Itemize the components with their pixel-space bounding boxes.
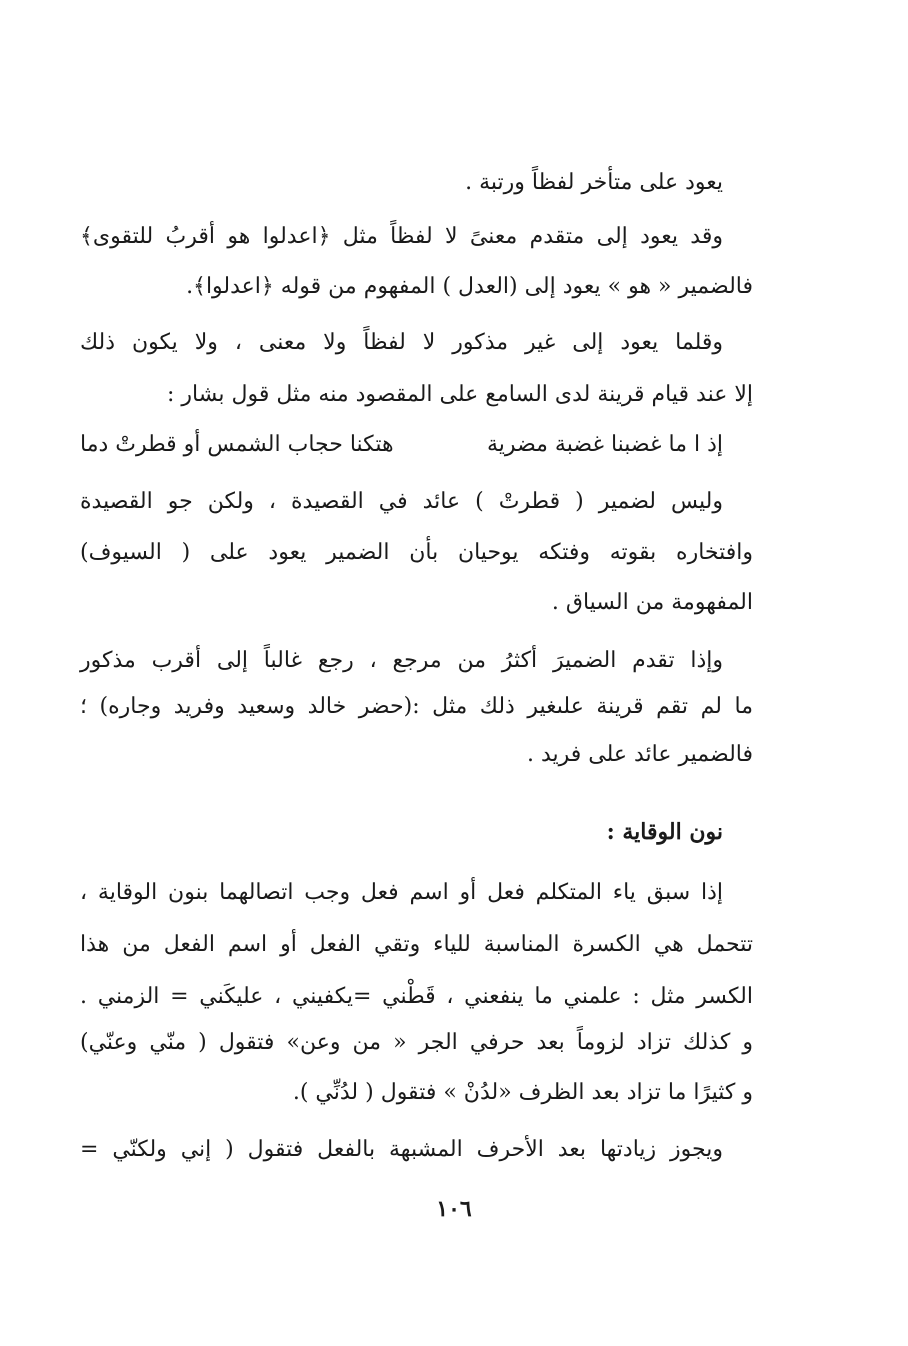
text-line: ما لم تقم قرينة علىغير ذلك مثل :(حضر خالد وسعيد وفريد وجاره) ؛: [80, 694, 753, 719]
text-line: ويجوز زيادتها بعد الأحرف المشبهة بالفعل فتقول ( إني ولكنّي =: [80, 1137, 723, 1162]
text-line: و كذلك تزاد لزوماً بعد حرفي الجر « من وعن» فتقول ( منّي وعنّي): [80, 1030, 753, 1055]
text-line: وليس لضمير ( قطرتْ ) عائد في القصيدة ، ولكن جو القصيدة: [80, 489, 723, 514]
text-line: و كثيرًا ما تزاد بعد الظرف «لدُنْ » فتقول ( لدُنِّي ).: [292, 1080, 753, 1105]
text-line: وافتخاره بقوته وفتكه يوحيان بأن الضمير يعود على ( السيوف): [80, 540, 753, 565]
text-line: يعود على متأخر لفظاً ورتبة .: [465, 170, 723, 195]
text-line: تتحمل هي الكسرة المناسبة للياء وتقي الفعل أو اسم الفعل من هذا: [80, 932, 753, 957]
text-line: إذا سبق ياء المتكلم فعل أو اسم فعل وجب اتصالهما بنون الوقاية ،: [80, 880, 723, 905]
verse-second-hemistich: هتكنا حجاب الشمس أو قطرتْ دما: [80, 432, 394, 457]
verse-first-hemistich: إذ ا ما غضبنا غضبة مضرية: [487, 432, 723, 457]
page-number: ١٠٦: [436, 1196, 472, 1222]
text-line: وقد يعود إلى متقدم معنىً لا لفظاً مثل ﴿اعدلوا هو أقربُ للتقوى﴾: [80, 224, 723, 249]
text-line: فالضمير عائد على فريد .: [526, 742, 753, 767]
text-line: الكسر مثل : علمني ما ينفعني ، قَطْني =يكفيني ، عليكَني = الزمني .: [80, 984, 753, 1009]
text-line: إلا عند قيام قرينة لدى السامع على المقصود منه مثل قول بشار :: [167, 382, 753, 407]
text-line: فالضمير « هو » يعود إلى (العدل ) المفهوم من قوله ﴿اعدلوا﴾.: [186, 274, 753, 299]
section-heading: نون الوقاية :: [606, 819, 723, 845]
text-line: المفهومة من السياق .: [551, 590, 753, 615]
text-line: وقلما يعود إلى غير مذكور لا لفظاً ولا معنى ، ولا يكون ذلك: [80, 330, 723, 355]
text-line: وإذا تقدم الضميرَ أكثرُ من مرجع ، رجع غالباً إلى أقرب مذكور: [80, 648, 723, 673]
